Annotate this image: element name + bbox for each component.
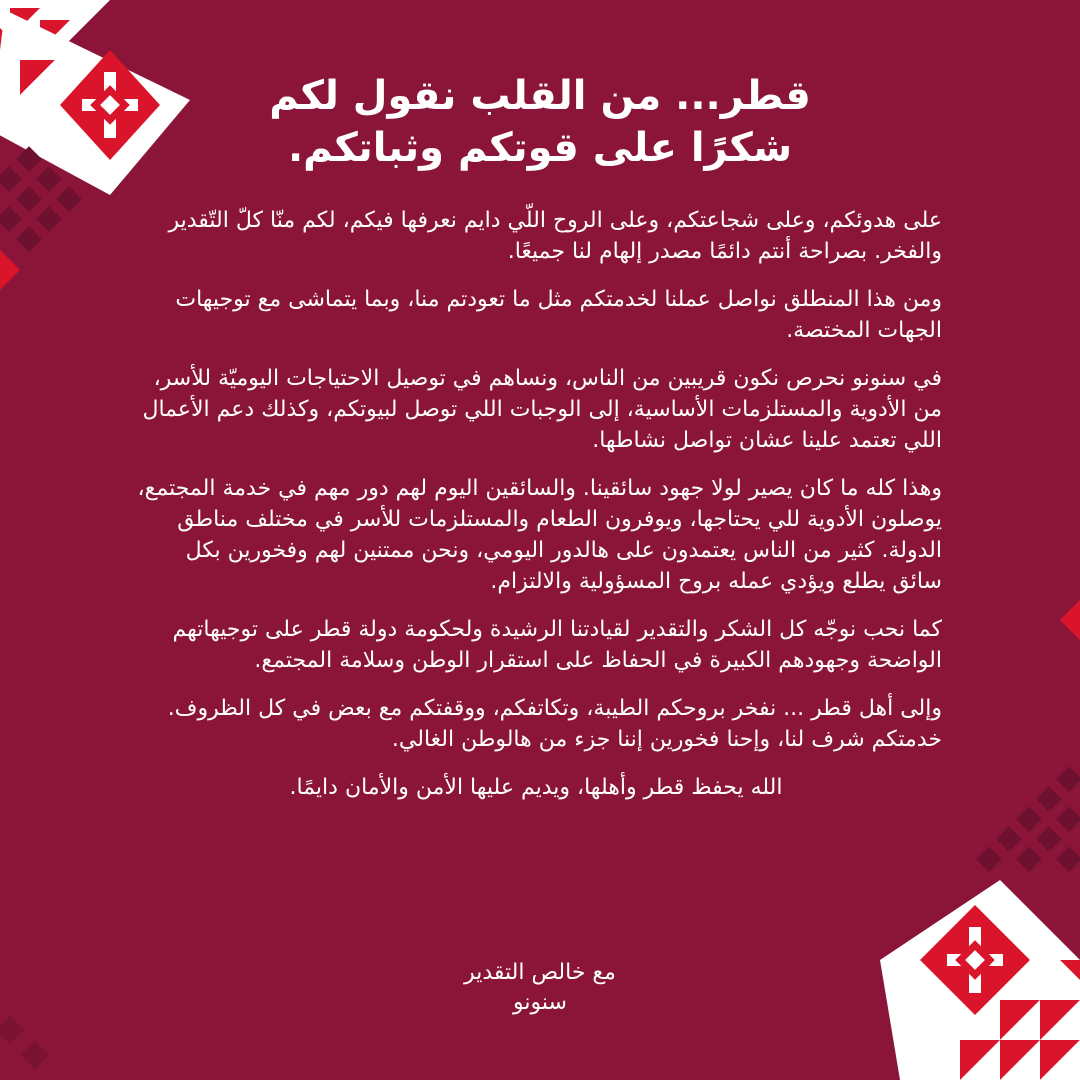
- signoff-brand: سنونو: [513, 990, 567, 1015]
- closing-paragraph: الله يحفظ قطر وأهلها، ويديم عليها الأمن والأمان دايمًا.: [289, 775, 783, 800]
- paragraph: وهذا كله ما كان يصير لولا جهود سائقينا. والسائقين اليوم لهم دور مهم في خدمة المجتمع، يوصلون الأدوية للي يحتاجها، ويوفرون الطعام والمستلزمات للأسر في مختلف مناطق الدولة. كثير من الناس يعتمدون على هالدور اليومي، ونحن ممتنين لهم وفخورين بكل سائق يطلع ويؤدي عمله بروح المسؤولية والالتزام.: [137, 476, 942, 594]
- paragraph: كما نحب نوجّه كل الشكر والتقدير لقيادتنا الرشيدة ولحكومة دولة قطر على توجيهاتهم الواضحة وجهودهم الكبيرة في الحفاظ على استقرار الوطن وسلامة المجتمع.: [172, 617, 942, 673]
- title-line-2: شكرًا على قوتكم وثباتكم.: [287, 125, 793, 171]
- page-title: [180, 70, 900, 174]
- paragraph: وإلى أهل قطر ... نفخر بروحكم الطيبة، وتكاتفكم، ووقفتكم مع بعض في كل الظروف. خدمتكم شرف لنا، وإحنا فخورين إننا جزء من هالوطن الغالي.: [167, 696, 942, 752]
- signoff: [380, 958, 700, 1018]
- paragraph: ومن هذا المنطلق نواصل عملنا لخدمتكم مثل ما تعودتم منا، وبما يتماشى مع توجيهات الجهات المختصة.: [175, 287, 942, 343]
- message-body: [130, 205, 942, 817]
- signoff-line-1: مع خالص التقدير: [464, 960, 616, 985]
- paragraph: في سنونو نحرص نكون قريبين من الناس، ونساهم في توصيل الاحتياجات اليوميّة للأسر، من الأدوية والمستلزمات الأساسية، إلى الوجبات اللي توصل لبيوتكم، وكذلك دعم الأعمال اللي تعتمد علينا عشان تواصل نشاطها.: [142, 366, 942, 453]
- title-line-1: قطر... من القلب نقول لكم: [269, 73, 811, 119]
- paragraph: على هدوئكم، وعلى شجاعتكم، وعلى الروح اللّي دايم نعرفها فيكم، لكم منّا كلّ التّقدير والفخر. بصراحة أنتم دائمًا مصدر إلهام لنا جميعًا.: [168, 208, 942, 264]
